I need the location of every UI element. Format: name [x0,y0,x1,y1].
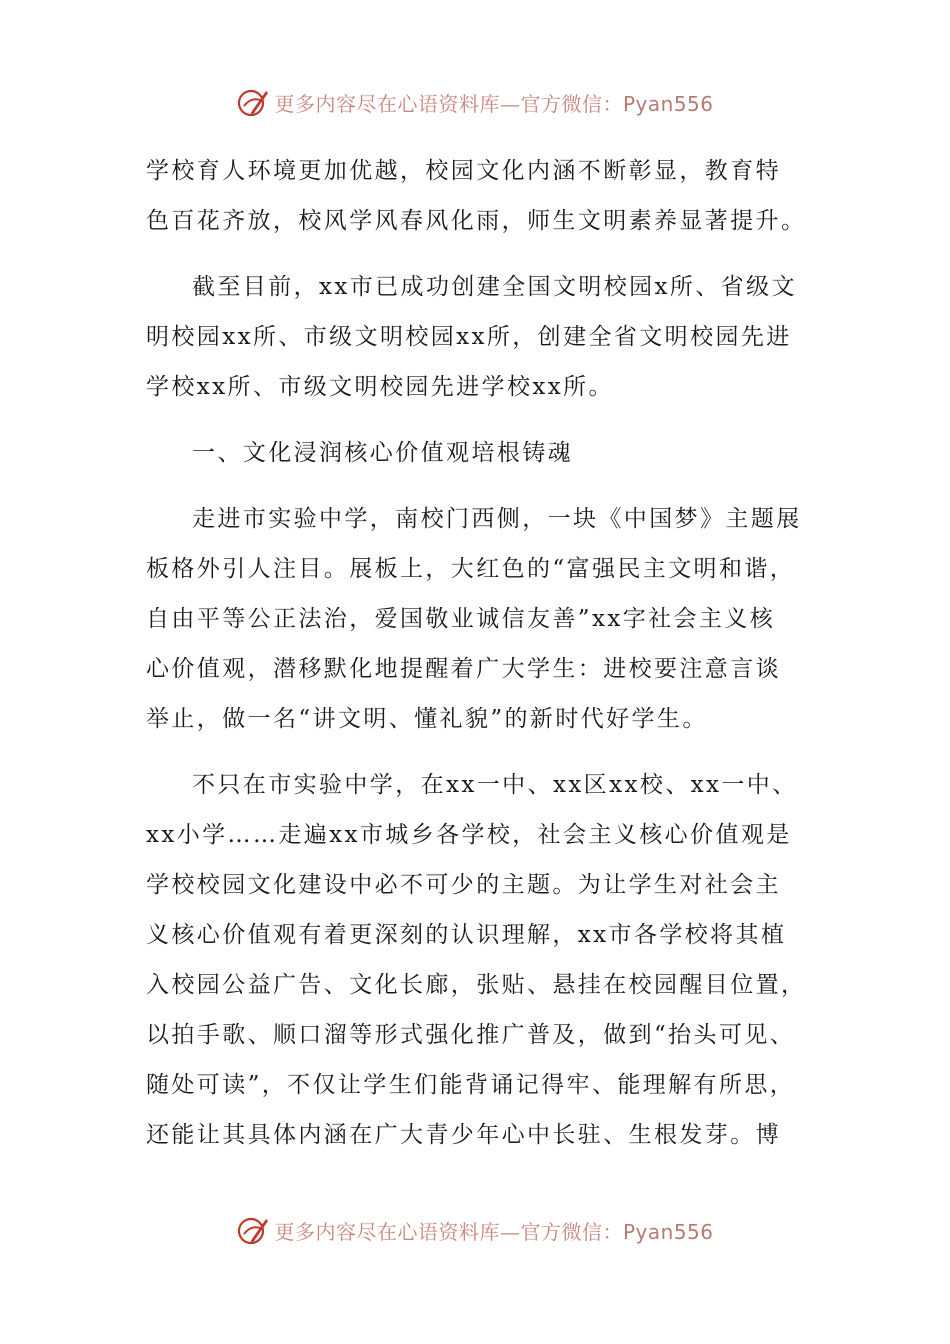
watermark-text: 更多内容尽在心语资料库—官方微信：Pyan556 [274,91,714,116]
paragraph-2 [146,262,806,412]
text-line: 自由平等公正法治，爱国敬业诚信友善”xx字社会主义核 [146,606,776,632]
text-line: xx小学……走遍xx市城乡各学校，社会主义核心价值观是 [146,822,792,848]
wechat-id: Pyan556 [622,1219,714,1244]
text-line: 举止，做一名“讲文明、懂礼貌”的新时代好学生。 [146,706,708,732]
pen-logo-icon [236,1213,270,1247]
text-line: 走进市实验中学，南校门西侧，一块《中国梦》主题展 [192,506,802,532]
text-line: 入校园公益广告、文化长廊，张贴、悬挂在校园醒目位置， [146,972,807,998]
pen-logo-icon [236,85,270,119]
paragraph-1 [146,146,806,246]
text-line: 学校xx所、市级文明校园先进学校xx所。 [146,374,614,400]
text-line: 心价值观，潜移默化地提醒着广大学生：进校要注意言谈 [146,656,781,682]
text-line: 义核心价值观有着更深刻的认识理解，xx市各学校将其植 [146,922,787,948]
text-line: 学校育人环境更加优越，校园文化内涵不断彰显，教育特 [146,158,781,184]
text-line: 以拍手歌、顺口溜等形式强化推广普及，做到“抬头可见、 [146,1022,796,1048]
text-line: 随处可读”，不仅让学生们能背诵记得牢、能理解有所思， [146,1072,796,1098]
paragraph-3 [146,494,806,744]
heading-line: 一、文化浸润核心价值观培根铸魂 [192,440,573,466]
section-heading [146,428,806,478]
text-line: 不只在市实验中学，在xx一中、xx区xx校、xx一中、 [192,772,798,798]
paragraph-4 [146,760,806,1160]
text-line: 明校园xx所、市级文明校园xx所，创建全省文明校园先进 [146,324,792,350]
footer-watermark-banner [0,1210,950,1250]
text-line: 板格外引人注目。展板上，大红色的“富强民主文明和谐， [146,556,796,582]
text-line: 还能让其具体内涵在广大青少年心中长驻、生根发芽。博 [146,1122,781,1148]
text-line: 色百花齐放，校风学风春风化雨，师生文明素养显著提升。 [146,208,807,234]
text-line: 截至目前，xx市已成功创建全国文明校园x所、省级文 [192,274,797,300]
wechat-id: Pyan556 [622,91,714,116]
document-body [146,146,806,1160]
header-watermark-banner [0,82,950,122]
watermark-text: 更多内容尽在心语资料库—官方微信：Pyan556 [274,1219,714,1244]
text-line: 学校校园文化建设中必不可少的主题。为让学生对社会主 [146,872,781,898]
